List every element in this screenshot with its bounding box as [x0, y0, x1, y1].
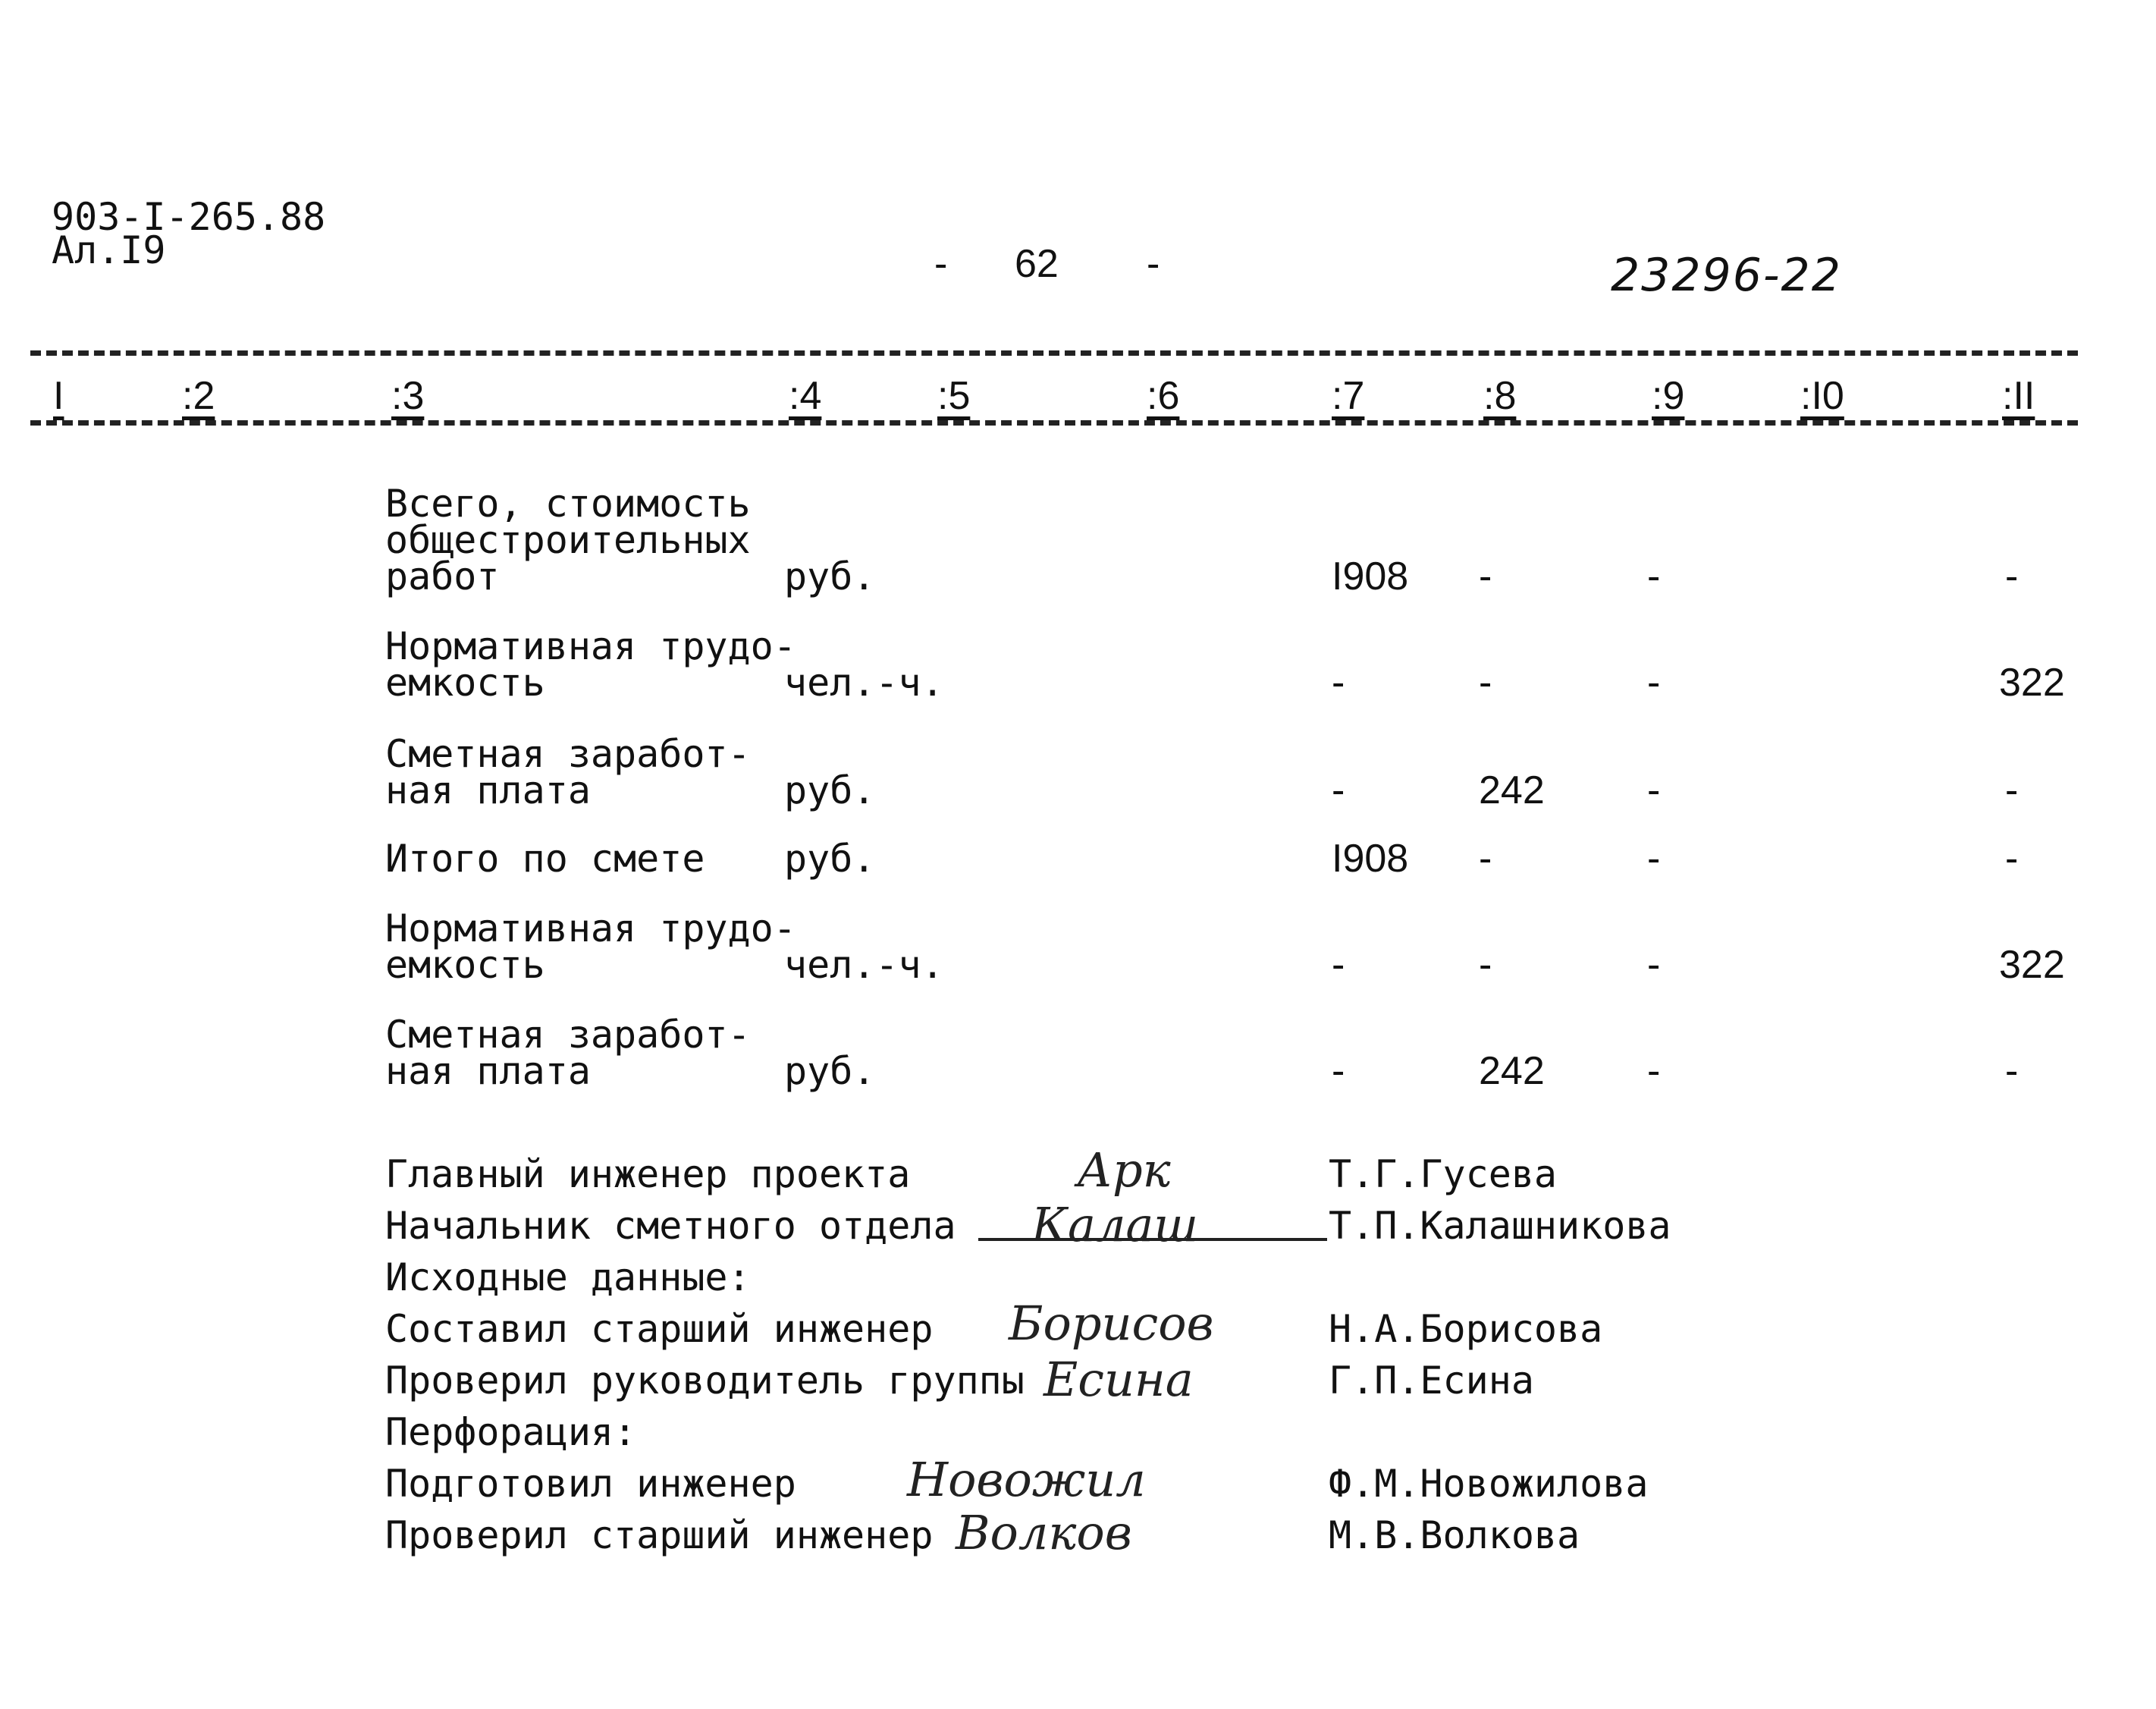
signature-1: Арк [1077, 1142, 1171, 1198]
row-title-line: Нормативная трудо- [385, 624, 796, 668]
row-title-line: работ [385, 554, 500, 598]
column-number: :2 [182, 374, 215, 418]
cell-col11: - [2005, 554, 2019, 598]
row-unit: чел.-ч. [784, 943, 944, 987]
signature-2-text: Калаш [1031, 1197, 1199, 1252]
page-dash-left: - [934, 242, 948, 286]
signature-5: Новожил [907, 1452, 1146, 1507]
cell-col9: - [1647, 1049, 1661, 1093]
cell-col9: - [1647, 661, 1661, 705]
column-number: I [53, 374, 64, 418]
row-title-line: Нормативная трудо- [385, 906, 796, 950]
cell-col9: - [1647, 837, 1661, 881]
cell-col8: 242 [1479, 768, 1545, 812]
signature-role: Проверил старший инженер [385, 1513, 934, 1557]
cell-col7: - [1332, 768, 1345, 812]
cell-col8: 242 [1479, 1049, 1545, 1093]
row-title-line: Всего, стоимость [385, 482, 751, 526]
person-name: Г.П.Есина [1329, 1359, 1534, 1403]
row-title-line: емкость [385, 661, 545, 705]
column-number: :7 [1332, 374, 1365, 418]
row-unit: чел.-ч. [784, 661, 944, 705]
person-name: М.В.Волкова [1329, 1513, 1580, 1557]
signature-4: Есина [1043, 1352, 1194, 1407]
column-number: :3 [391, 374, 425, 418]
row-title-line: Итого по смете [385, 837, 705, 881]
section-label: Перфорация: [385, 1410, 637, 1454]
signature-role: Проверил руководитель группы [385, 1359, 1025, 1403]
row-title-line: емкость [385, 943, 545, 987]
archive-number: 23296-22 [1611, 249, 1842, 302]
signature-role: Подготовил инженер [385, 1462, 796, 1506]
cell-col8: - [1479, 554, 1492, 598]
row-unit: руб. [784, 837, 876, 881]
column-dashed-rule [30, 420, 2078, 426]
page-dash-right: - [1147, 242, 1160, 286]
row-unit: руб. [784, 1049, 876, 1093]
page-number: 62 [1015, 242, 1059, 286]
signature-6: Волков [956, 1505, 1132, 1560]
sheet-label: Ал.I9 [52, 228, 166, 272]
cell-col7: - [1332, 943, 1345, 987]
cell-col11: 322 [1999, 661, 2065, 705]
row-title-line: Сметная заработ- [385, 732, 751, 776]
person-name: Т.П.Калашникова [1329, 1204, 1671, 1248]
column-number: :I0 [1800, 374, 1844, 418]
column-number: :9 [1652, 374, 1685, 418]
cell-col8: - [1479, 837, 1492, 881]
cell-col9: - [1647, 554, 1661, 598]
row-unit: руб. [784, 554, 876, 598]
column-number: :4 [789, 374, 822, 418]
row-unit: руб. [784, 768, 876, 812]
document-code: 903-I-265.88 [52, 195, 326, 239]
cell-col8: - [1479, 943, 1492, 987]
top-dashed-rule [30, 350, 2078, 356]
cell-col8: - [1479, 661, 1492, 705]
cell-col11: - [2005, 1049, 2019, 1093]
cell-col11: - [2005, 768, 2019, 812]
signature-3: Борисов [1009, 1296, 1214, 1351]
signature-role: Составил старший инженер [385, 1307, 934, 1351]
cell-col7: - [1332, 661, 1345, 705]
row-title-line: Сметная заработ- [385, 1013, 751, 1057]
column-number: :6 [1147, 374, 1180, 418]
person-name: Ф.М.Новожилова [1329, 1462, 1649, 1506]
row-title-line: ная плата [385, 768, 591, 812]
signature-role: Начальник сметного отдела [385, 1204, 956, 1248]
cell-col7: I908 [1332, 837, 1409, 881]
cell-col11: - [2005, 837, 2019, 881]
cell-col7: - [1332, 1049, 1345, 1093]
person-name: Н.А.Борисова [1329, 1307, 1603, 1351]
column-number: :8 [1483, 374, 1517, 418]
cell-col7: I908 [1332, 554, 1409, 598]
signature-role: Главный инженер проекта [385, 1152, 911, 1196]
section-label: Исходные данные: [385, 1255, 751, 1299]
person-name: Т.Г.Гусева [1329, 1152, 1558, 1196]
column-number: :II [2002, 374, 2035, 418]
cell-col9: - [1647, 768, 1661, 812]
row-title-line: общестроительных [385, 518, 751, 562]
row-title-line: ная плата [385, 1049, 591, 1093]
cell-col9: - [1647, 943, 1661, 987]
cell-col11: 322 [1999, 943, 2065, 987]
column-number: :5 [937, 374, 971, 418]
